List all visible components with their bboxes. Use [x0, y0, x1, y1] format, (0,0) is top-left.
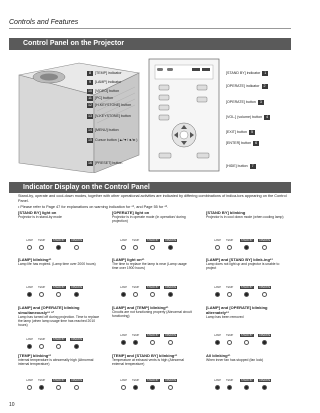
callout-v-keystone-button: 13 [V-KEYSTONE] button [88, 114, 131, 118]
indicator-state-card [206, 210, 288, 260]
operate-led-icon [262, 292, 267, 297]
callout-enter-button: [ENTER] button 6 [226, 141, 258, 145]
operate-led-icon [262, 245, 267, 250]
operate-led-icon [168, 245, 173, 250]
operate-led-icon [74, 385, 79, 390]
standby-led-icon [150, 385, 155, 390]
state-title: [LAMP] and [STAND BY] blink-ing*¹ [206, 257, 273, 262]
callout-operate-button: [OPERATE] button 3 [226, 100, 262, 104]
temp-led-icon [133, 340, 138, 345]
callout-lamp-indicator: 9 [LAMP] indicator [89, 80, 122, 84]
state-title: All blinking*¹ [206, 353, 231, 358]
callout-hide-button: [HIDE] button 7 [226, 164, 254, 168]
indicator-diagram: LAMP TEMP STAND BY OPERATE [120, 239, 182, 253]
state-description: Temperature at exhaust vents is high (Abnormal external temperature) [112, 358, 184, 367]
state-title: [LAMP] blinking*¹ [18, 257, 52, 262]
temp-led-icon [227, 292, 232, 297]
operate-led-icon [74, 245, 79, 250]
state-description: Lamp life has expired. (Lamp time over 2000 hours) [18, 262, 96, 266]
header-divider [9, 28, 291, 29]
callout-operate-indicator: [OPERATE] indicator 2 [226, 84, 266, 88]
callout-preset-button: 16 [PRESET] button [88, 161, 123, 165]
indicator-state-card [112, 305, 194, 355]
lamp-led-icon [27, 292, 32, 297]
state-description: The time to replace the lamp is near (Lamp usage time over 1900 hours) [112, 262, 187, 271]
indicator-state-card [18, 353, 100, 403]
state-title: [STAND BY] light on [18, 210, 57, 215]
lamp-led-icon [121, 385, 126, 390]
state-description: Lamp has been removed [206, 315, 244, 319]
indicator-diagram: LAMP TEMP STAND BY OPERATE [214, 286, 276, 300]
state-description: Projector is in stand-by mode [18, 215, 62, 219]
indicator-state-card [18, 257, 100, 307]
callout-menu-button: 14 [MENU] button [88, 128, 119, 132]
callout-pc-button: 11 [PC] button [88, 96, 113, 100]
state-description: Lamp does not light up and projector is unable to project [206, 262, 280, 271]
callout-temp-indicator: 8 [TEMP] indicator [89, 71, 122, 75]
lamp-led-icon [215, 245, 220, 250]
state-title: [LAMP] and [TEMP] blinking*¹ [112, 305, 169, 310]
indicator-diagram: LAMP TEMP STAND BY OPERATE [26, 286, 88, 300]
standby-led-icon [56, 292, 61, 297]
operate-led-icon [262, 340, 267, 345]
indicator-state-card [18, 305, 100, 355]
state-title: [TEMP] and [STAND BY] blinking*¹ [112, 353, 178, 358]
operate-led-icon [74, 292, 79, 297]
temp-led-icon [39, 292, 44, 297]
standby-led-icon [244, 292, 249, 297]
standby-led-icon [150, 340, 155, 345]
temp-led-icon [227, 385, 232, 390]
state-title: [OPERATE] light on [112, 210, 150, 215]
indicator-diagram: LAMP TEMP STAND BY OPERATE [120, 379, 182, 393]
state-description: Lamp has turned off during projection. Time to replace the lamp (when lamp usage time has reached 2010 hours) [18, 315, 100, 328]
temp-led-icon [39, 344, 44, 349]
indicator-state-card [18, 210, 100, 260]
temp-led-icon [227, 245, 232, 250]
callout-volume-button: [VOL.] (volume) button 4 [226, 115, 269, 119]
temp-led-icon [133, 245, 138, 250]
callout-exit-button: [EXIT] button 5 [226, 130, 253, 134]
indicator-state-card [206, 353, 288, 403]
state-description: Projector is in operate mode (In operation/ during projection) [112, 215, 186, 224]
state-title: [STAND BY] blinking [206, 210, 246, 215]
lamp-led-icon [121, 292, 126, 297]
indicator-diagram: LAMP TEMP STAND BY OPERATE [26, 379, 88, 393]
lamp-led-icon [27, 245, 32, 250]
indicator-state-card [206, 305, 288, 355]
operate-led-icon [262, 385, 267, 390]
state-title: [LAMP] light on*¹ [112, 257, 145, 262]
operate-led-icon [168, 340, 173, 345]
section-title: Controls and Features [9, 19, 79, 26]
temp-led-icon [227, 340, 232, 345]
callout-cursor-button: 15 Cursor button (▲/▼/◄/►) [88, 138, 138, 142]
operate-led-icon [168, 385, 173, 390]
callout-h-keystone-button: 12 [H-KEYSTONE] button [88, 103, 132, 107]
temp-led-icon [39, 385, 44, 390]
temp-led-icon [39, 245, 44, 250]
indicator-diagram: LAMP TEMP STAND BY OPERATE [26, 239, 88, 253]
state-title: [LAMP] and [OPERATE] blinking simultaneously*¹ *² [18, 305, 80, 315]
state-description: When inner fan has stopped (fan lock) [206, 358, 264, 362]
indicator-diagram: LAMP TEMP STAND BY OPERATE [214, 334, 276, 348]
callout-standby-indicator: [STAND BY] indicator 1 [226, 71, 267, 75]
indicator-state-card [112, 353, 194, 403]
standby-led-icon [244, 340, 249, 345]
lamp-led-icon [27, 344, 32, 349]
state-title: [LAMP] and [OPERATE] blinking alternately*¹ [206, 305, 268, 315]
standby-led-icon [150, 292, 155, 297]
lamp-led-icon [215, 340, 220, 345]
standby-led-icon [56, 245, 61, 250]
callout-video-button: 10 [VIDEO] button [88, 89, 120, 93]
lamp-led-icon [215, 385, 220, 390]
state-description: Circuits are not functioning properly (Abnormal circuit functioning) [112, 310, 192, 319]
panel-banner: Control Panel on the Projector [9, 38, 291, 50]
temp-led-icon [133, 385, 138, 390]
indicator-diagram: LAMP TEMP STAND BY OPERATE [214, 239, 276, 253]
indicator-diagram: LAMP TEMP STAND BY OPERATE [26, 338, 88, 352]
page-number: 10 [9, 402, 15, 408]
indicator-diagram: LAMP TEMP STAND BY OPERATE [214, 379, 276, 393]
state-description: Projector is in cool down mode (when cooling lamp) [206, 215, 284, 219]
operate-led-icon [74, 344, 79, 349]
lamp-led-icon [121, 340, 126, 345]
indicator-state-card [206, 257, 288, 307]
lamp-led-icon [27, 385, 32, 390]
standby-led-icon [244, 385, 249, 390]
indicator-state-card [112, 210, 194, 260]
temp-led-icon [133, 292, 138, 297]
intro-text: Stand-by, operate and cool-down modes, together with other operational activities are indicated by differing combinations of indica-tors appearing on the Control Panel. [18, 194, 287, 203]
intro-note: • Please refer to Page 47 for explanations on warning indication for *¹, and Page 55 for *². [18, 205, 169, 209]
standby-led-icon [56, 344, 61, 349]
lamp-led-icon [215, 292, 220, 297]
standby-led-icon [244, 245, 249, 250]
state-description: Internal temperature is abnormally high (Abnormal internal temperature) [18, 358, 94, 367]
standby-led-icon [150, 245, 155, 250]
standby-led-icon [56, 385, 61, 390]
state-title: [TEMP] blinking*¹ [18, 353, 52, 358]
operate-led-icon [168, 292, 173, 297]
indicator-state-card [112, 257, 194, 307]
lamp-led-icon [121, 245, 126, 250]
indicator-diagram: LAMP TEMP STAND BY OPERATE [120, 286, 182, 300]
indicator-diagram: LAMP TEMP STAND BY OPERATE [120, 334, 182, 348]
indicator-banner: Indicator Display on the Control Panel [9, 182, 291, 193]
